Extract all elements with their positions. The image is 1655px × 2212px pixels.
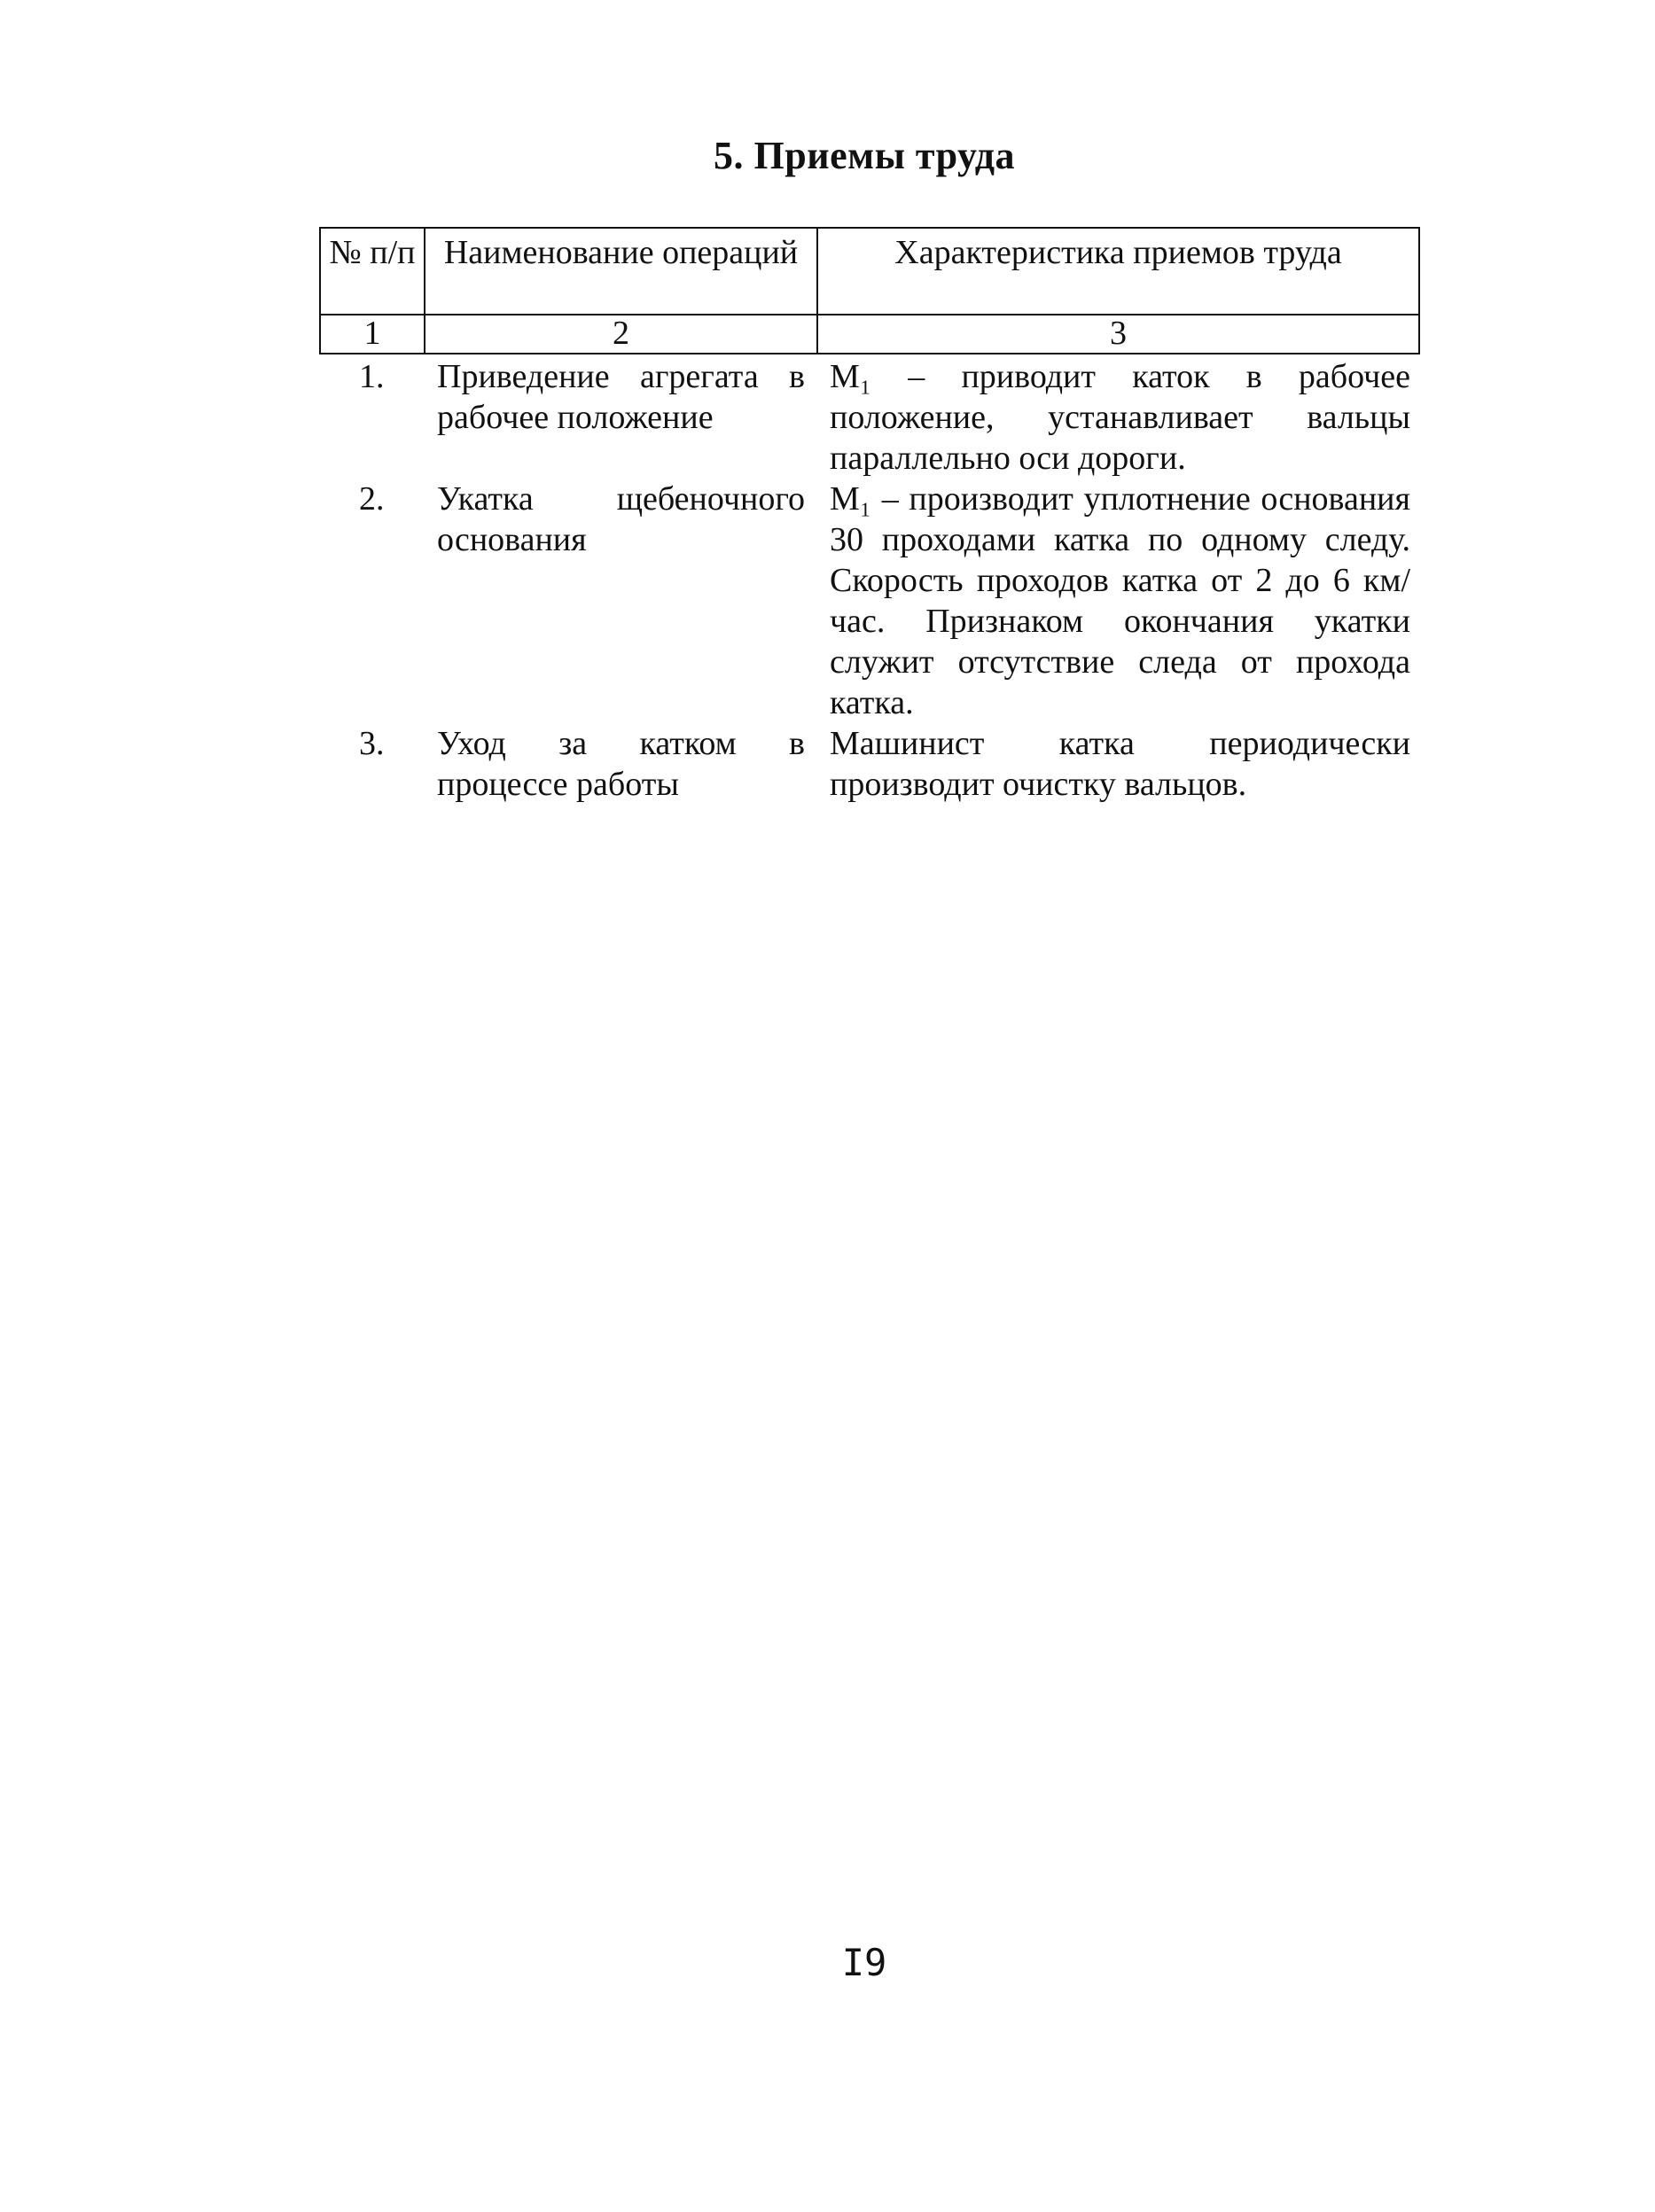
page-title: 5. Приемы труда [714,134,1015,177]
column-number-row [320,315,1419,354]
header-operation: Наименование операций [425,228,817,315]
table-row [320,354,1419,479]
table-row [320,479,1419,723]
column-number: 2 [425,315,817,354]
row-description: M₁ – производит уплотнение основания 30 проходами катка по одному следу. Скорость проходов катка от 2 до 6 км/час. Признаком окончания укатки служит отсутствие следа от прохода катка. [830,480,1410,721]
row-number: 3. [359,725,385,762]
row-number: 1. [359,358,385,395]
row-operation: Уход за катком в процессе работы [437,725,805,803]
row-description: M₁ – приводит каток в рабочее положение, устанавливает вальцы параллельно оси дороги. [830,358,1410,477]
header-number: № п/п [320,228,425,315]
header-description: Характеристика приемов труда [817,228,1419,315]
row-number: 2. [359,480,385,518]
page-number: I9 [841,1941,887,1984]
table-header-row [320,228,1419,315]
row-description: Машинист катка периодически производит очистку вальцов. [830,725,1410,803]
column-number: 3 [817,315,1419,354]
column-number: 1 [320,315,425,354]
row-operation: Приведение агрегата в рабочее положение [437,358,805,436]
table-row [320,723,1419,805]
labor-methods-table [319,227,1418,805]
row-operation: Укатка щебеночного основания [437,480,805,558]
